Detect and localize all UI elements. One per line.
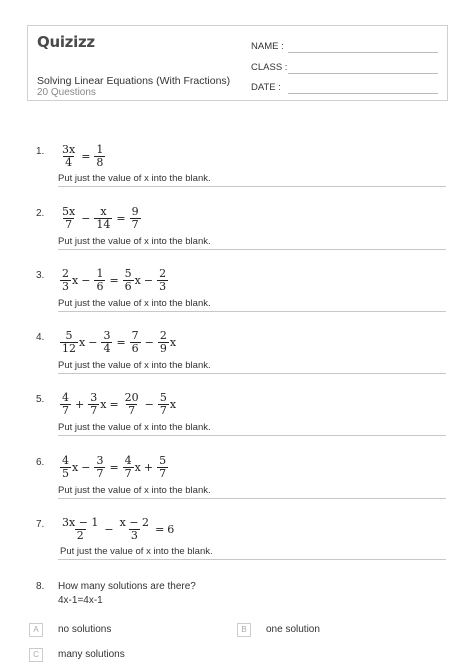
question-prompt: Put just the value of x into the blank. [58, 298, 211, 309]
worksheet-title: Solving Linear Equations (With Fractions) [37, 75, 231, 87]
question-number: 5. [36, 394, 45, 405]
question-prompt: Put just the value of x into the blank. [60, 546, 213, 557]
equation: $\frac{3x}{4}$ = $\frac{1}{8}$ [62, 143, 104, 169]
question-number: 3. [36, 270, 45, 281]
answer-blank[interactable] [58, 373, 446, 374]
option-c-box[interactable]: C [29, 648, 43, 662]
option-b-text[interactable]: one solution [266, 624, 320, 635]
equation: $\frac{3x - 1}{2}$ − $\frac{x - 2}{3}$ = 6 [62, 516, 175, 542]
question-equation: 4x-1=4x-1 [58, 595, 103, 606]
question-number: 8. [36, 581, 45, 592]
question-number: 7. [36, 519, 45, 530]
question-number: 6. [36, 457, 45, 468]
name-field[interactable] [288, 52, 438, 53]
date-field[interactable] [288, 93, 438, 94]
class-field[interactable] [288, 73, 438, 74]
question-number: 4. [36, 332, 45, 343]
option-b-box[interactable]: B [237, 623, 251, 637]
answer-blank[interactable] [58, 311, 446, 312]
answer-blank[interactable] [58, 435, 446, 436]
equation: $\frac{4}{5}$ x − $\frac{3}{7}$ = $\frac{4}{7}$ x + $\frac{5}{7}$ [62, 454, 167, 480]
question-number: 2. [36, 208, 45, 219]
answer-blank[interactable] [58, 186, 446, 187]
question-prompt: Put just the value of x into the blank. [58, 422, 211, 433]
equation: $\frac{5x}{7}$ − $\frac{x}{14}$ = $\frac{9}{7}$ [62, 205, 139, 231]
question-prompt: Put just the value of x into the blank. [58, 485, 211, 496]
question-text: How many solutions are there? [58, 581, 196, 592]
question-prompt: Put just the value of x into the blank. [58, 236, 211, 247]
answer-blank[interactable] [58, 249, 446, 250]
option-a-text[interactable]: no solutions [58, 624, 112, 635]
equation: $\frac{2}{3}$ x − $\frac{1}{6}$ = $\frac{5}{6}$ x − $\frac{2}{3}$ [62, 267, 167, 293]
date-label: DATE : [251, 82, 281, 93]
question-number: 1. [36, 146, 45, 157]
question-prompt: Put just the value of x into the blank. [58, 173, 211, 184]
equation: $\frac{4}{7}$ + $\frac{3}{7}$ x = $\frac{20}{7}$ − $\frac{5}{7}$ x [62, 391, 177, 417]
name-label: NAME : [251, 41, 284, 52]
answer-blank[interactable] [58, 559, 446, 560]
question-count: 20 Questions [37, 87, 96, 98]
option-a-box[interactable]: A [29, 623, 43, 637]
answer-blank[interactable] [58, 498, 446, 499]
equation: $\frac{5}{12}$ x − $\frac{3}{4}$ = $\frac{7}{6}$ − $\frac{2}{9}$ x [62, 329, 177, 355]
question-prompt: Put just the value of x into the blank. [58, 360, 211, 371]
class-label: CLASS : [251, 62, 288, 73]
quizizz-logo: Quizizz [37, 33, 95, 51]
option-c-text[interactable]: many solutions [58, 649, 125, 660]
worksheet-header [27, 25, 448, 101]
